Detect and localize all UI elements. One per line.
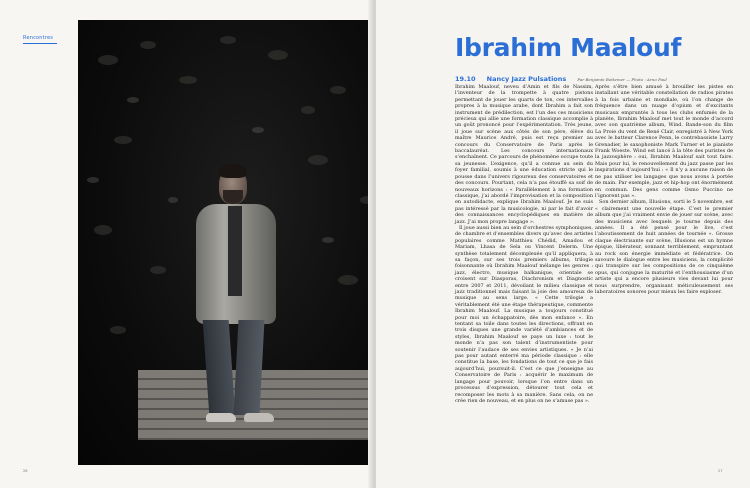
beard	[223, 190, 243, 204]
shoe-left	[206, 413, 236, 422]
event-date: 19.10	[455, 75, 476, 83]
section-rule	[23, 43, 57, 44]
left-page	[0, 0, 372, 488]
shoe-right	[244, 413, 274, 422]
text-column-1	[455, 84, 593, 404]
paragraph: Son dernier album, Illusions, sorti le 5 novembre, est « clairement une nouvelle étape. C’est le premier album que j’ai vraiment envie de jouer sur scène, avec des musiciens avec lesquels je tourne depuis des années. Il a été pensé pour le live, c’est l’aboutissement de huit années de tournée ». Grosse claque électrisante sur scène, Illusions est un hymne épique, libérateur, sonnant terriblement, empruntant au rock son énergie immédiate et fédératrice. On savoure le dialogue entre les musiciens, la complicité qui transpire sur les compositions de ce cinquième opus, qui conjugue la maturité et l’enthousiasme d’un artiste qui a encore plusieurs vies devant lui pour nous surprendre, organisant méticuleusement ses laboratoires sonores pour mieux les faire exploser.	[595, 199, 733, 295]
paragraph: Il joue aussi bien au sein d’orchestres symphoniques, de chambre et d’ensembles divers qu’avec des artistes populaires comme Matthieu Chédid, Amadou et Mariam, Lhasa de Sela ou Vincent Delerm. Une synthèse totalement décomplexée qu’il appliquera, à sa façon, sur ses trois premiers albums, trilogie foisonnante où Ibrahim Maalouf mélange les genres : jazz, électro, musique balkanique, orientale se croisent sur Diasporas, Diachronism et Diagnostic entre 2007 et 2011, dévoilant le milieu classique et jazz traditionnel mais faisant la joie des amoureux de musique au sens large. « Cette trilogie a véritablement été une étape thérapeutique, commente Ibrahim Maalouf. La musique a toujours constitué pour moi un échappatoire, dès mon enfance ». En tentant sa toile dans toutes les directions, offrant en trois disques une grande variété d’ambiances et de styles, Ibrahim Maalouf se paye un luxe : tout le monde n’a pas son talent d’instrumentiste pour soutenir l’audace de ses envies artistiques. « Je n’ai pas pour autant enterré ma période classique : elle constitue la base, les fondations de tout ce que je fais aujourd’hui, poursuit-il. C’est ce que j’enseigne au Conservatoire de Paris : acquérir le maximum de langage pour pouvoir, lorsque l’on entre dans un processus d’expression, détourer tout cela et recomposer les mots à sa manière. Sans cela, on ne crée rien de nouveau, et en plus on ne s’amuse pas ».	[455, 224, 593, 404]
byline-credit: Par Benjamin Bottemer — Photo : Arno Paul	[577, 77, 667, 82]
section-label: Rencontres	[23, 35, 54, 41]
text-column-2	[595, 84, 733, 295]
paragraph: Ibrahim Maalouf, neveu d’Amin et fils de Nassim, l’inventeur de la trompette à quatre pistons permettant de jouer les quarts de ton, ces intervalles propres à la musique arabe, dont Ibrahim a fait son instrument de prédilection, est l’un des ces musiciens précieux qui allie une formation classique accomplie à un goût prononcé pour l’expérimentation. Très jeune, il joue sur scène aux côtés de son père, élève du maître Maurice André, puis est reçu premier au concours du Conservatoire de Paris après le baccalauréat. Les concours internationaux s’enchaînent. Ce parcours de phénomène occupe toute sa jeunesse. L’exigence, qu’il a connue au sein du foyer familial, soumis à une éducation stricte qui le pousse dans l’univers rigoureux des conservatoires et des concours. Pourtant, cela n’a pas étouffé sa soif de nouveaux horizons : « Parallèlement à ma formation classique, j’ai abordé l’improvisation et la composition en autodidacte, explique Ibrahim Maalouf. Je ne suis pas intéressé par la musicologie, ni par le fait d’avoir des connaissances encyclopédiques en matière de jazz. J’ai mon propre langage ».	[455, 84, 593, 225]
article-title: Ibrahim Maalouf	[455, 33, 682, 62]
hair	[219, 164, 247, 178]
article-meta	[455, 66, 667, 85]
event-name: Nancy Jazz Pulsations	[486, 75, 567, 83]
page-number-right: 27	[718, 469, 723, 473]
paragraph: Après s’être bien amusé à brouiller les pistes en installant une véritable constellation de radios pirates à la fois urbaine et mondiale, où l’on change de fréquence dans un nuage d’opium et d’excitants musicaux empruntés à tous les clubs enfumés de la planète, Ibrahim Maalouf met tout le monde d’accord avec son quatrième album, Wind. Bande-son du film La Proie du vent de René Clair, enregistré à New York avec le batteur Clarence Penn, le contrebassiste Larry Grenadier, le saxophoniste Mark Turner et le pianiste Frank Woeste. Wind est lancé à la tête des puristes de la jazzosphère : oui, Ibrahim Maalouf sait tout faire. Mais pour lui, le renouvellement du jazz passe par les inspirations d’aujourd’hui : « Il n’y a aucune raison de ne pas utiliser les langages que nous avons à portée de main. Par exemple, jazz et hip-hop ont énormément en commun. Des gens comme Osmo Puccino ne l’ignorent pas ».	[595, 84, 733, 199]
portrait-photo	[78, 20, 416, 465]
shirt	[228, 206, 242, 296]
jeans-right	[234, 320, 265, 415]
page-number-left: 26	[23, 469, 28, 473]
